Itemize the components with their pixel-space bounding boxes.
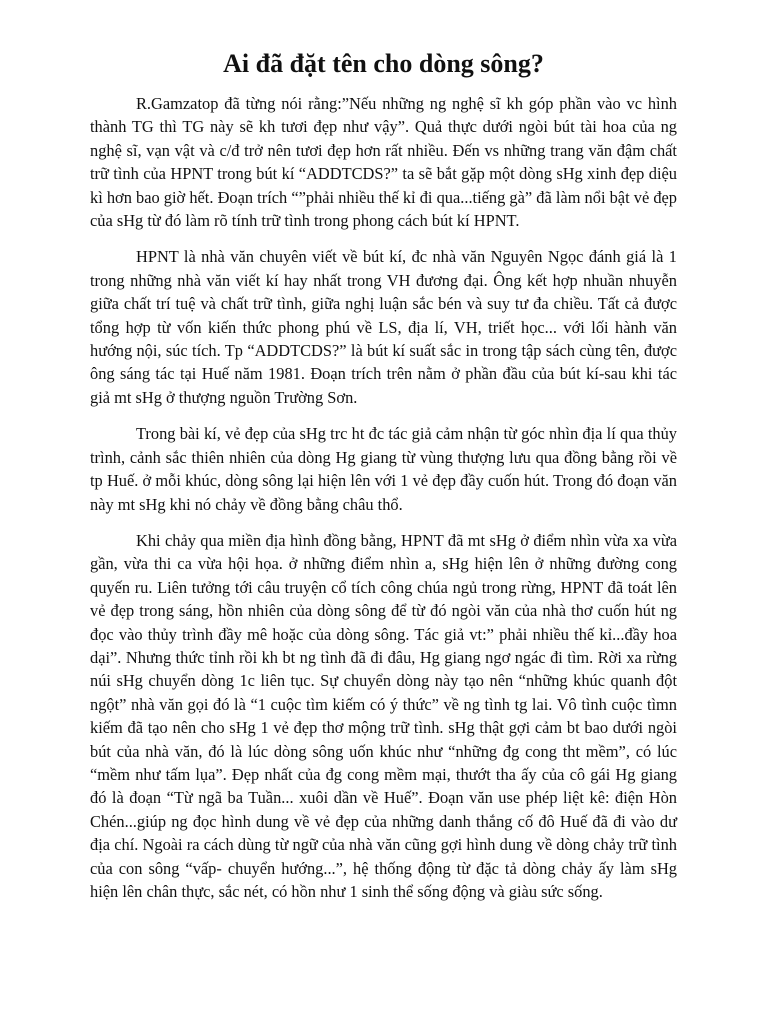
document-page <box>90 0 677 903</box>
paragraph-overview: Trong bài kí, vẻ đẹp của sHg trc ht đc tác giả cảm nhận từ góc nhìn địa lí qua thủy trình, cảnh sắc thiên nhiên của dòng Hg giang từ vùng thượng lưu qua đồng bằng rồi về tp Huế. ở mỗi khúc, dòng sông lại hiện lên với 1 vẻ đẹp đầy cuốn hút. Trong đó đoạn văn này mt sHg khi nó chảy về đồng bằng châu thổ. <box>90 424 677 514</box>
paragraph-author: HPNT là nhà văn chuyên viết về bút kí, đc nhà văn Nguyên Ngọc đánh giá là 1 trong những nhà văn viết kí hay nhất trong VH đương đại. Ông kết hợp nhuần nhuyễn giữa chất trí tuệ và chất trữ tình, giữa nghị luận sắc bén và suy tư đa chiều. Tất cả được tổng hợp từ vốn kiến thức phong phú về LS, địa lí, VH, triết học... với lối hành văn hướng nội, súc tích. Tp “ADDTCDS?” là bút kí suất sắc in trong tập sách cùng tên, được ông sáng tác tại Huế năm 1981. Đoạn trích trên nằm ở phần đầu của bút kí-sau khi tác giả mt sHg ở thượng nguồn Trường Sơn. <box>90 247 677 407</box>
document-title: Ai đã đặt tên cho dòng sông? <box>223 49 544 78</box>
paragraph-analysis: Khi chảy qua miền địa hình đồng bằng, HPNT đã mt sHg ở điểm nhìn vừa xa vừa gần, vừa thi ca vừa hội họa. ở những điểm nhìn a, sHg hiện lên ở những đường cong quyến ru. Liên tưởng tới câu truyện cổ tích công chúa ngủ trong rừng, HPNT đã toát lên vẻ đẹp trong sáng, hồn nhiên của dòng sông để từ đó ngòi văn của nhà thơ cuốn hút ng đọc vào thủy trình đầy mê hoặc của dòng sông. Tác giả vt:” phải nhiều thế kỉ...đầy hoa dại”. Nhưng thức tỉnh rồi kh bt ng tình đã đi đâu, Hg giang ngơ ngác đi tìm. Rời xa rừng núi sHg chuyển dòng 1c liên tục. Sự chuyển dòng này tạo nên “những khúc quanh đột ngột” nhà văn gọi đó là “1 cuộc tìm kiếm có ý thức” về ng tình tg lai. Vô tình cuộc tìmn kiếm đã tạo nên cho sHg 1 vẻ đẹp thơ mộng trữ tình. sHg thật gợi cảm bt bao dưới ngòi bút của nhà văn, đó là lúc dòng sông uốn khúc như “những đg cong tht mềm”, có lúc “mềm như tấm lụa”. Đẹp nhất của đg cong mềm mại, thướt tha ấy của cô gái Hg giang đó là đoạn “Từ ngã ba Tuần... xuôi dần về Huế”. Đoạn văn use phép liệt kê: điện Hòn Chén...giúp ng đọc hình dung về vẻ đẹp của những danh thắng cố đô Huế đã đi vào dư địa chí. Ngoài ra cách dùng từ ngữ của nhà văn cũng gợi hình dung về dòng chảy trữ tình của con sông “vấp- chuyển hướng...”, hệ thống động từ đặc tả dòng chảy ấy làm sHg hiện lên chân thực, sắc nét, có hồn như 1 sinh thể sống động và giàu sức sống. <box>90 530 677 901</box>
paragraph-intro: R.Gamzatop đã từng nói rằng:”Nếu những ng nghệ sĩ kh góp phần vào vc hình thành TG thì TG này sẽ kh tươi đẹp như vậy”. Quả thực dưới ngòi bút tài hoa của ng nghệ sĩ, vạn vật và c/đ trở nên tươi đẹp hơn rất nhiều. Đến vs những trang văn đậm chất trữ tình của HPNT trong bút kí “ADDTCDS?” ta sẽ bắt gặp một dòng sHg xinh đẹp diệu kì hơn bao giờ hết. Đoạn trích “”phải nhiều thế kỉ đi qua...tiếng gà” đã làm nổi bật vẻ đẹp của sHg từ đó làm rõ tính trữ tình trong phong cách bút kí HPNT. <box>90 94 677 231</box>
